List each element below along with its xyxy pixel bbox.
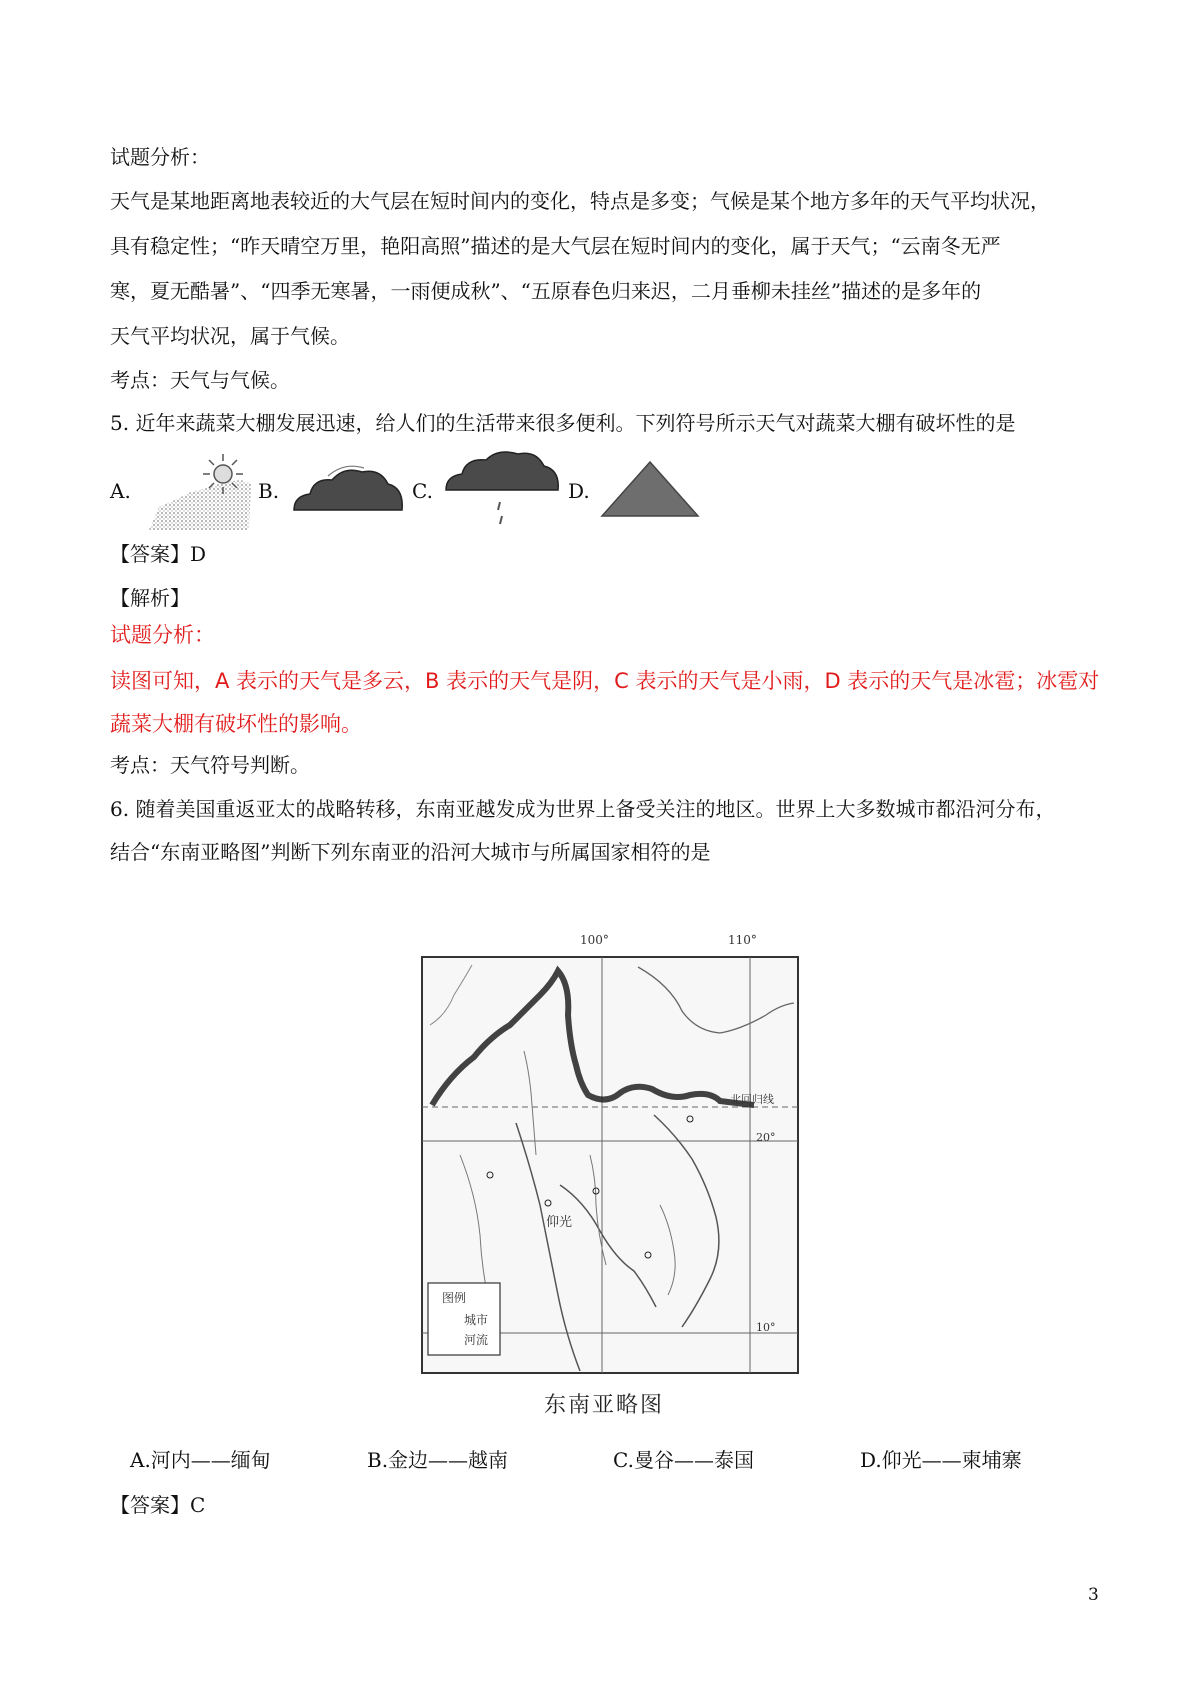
analysis-line-3: 寒，夏无酷暑”、“四季无寒暑，一雨便成秋”、“五原春色归来迟，二月垂柳未挂丝”描述的是多年的 (110, 279, 982, 303)
q5-stem: 5. 近年来蔬菜大棚发展迅速，给人们的生活带来很多便利。下列符号所示天气对蔬菜大棚有破坏性的是 (110, 411, 1016, 435)
q5-kaodian: 考点：天气符号判断。 (110, 753, 310, 777)
southeast-asia-map (420, 933, 800, 1375)
q5-answer: 【答案】D (110, 542, 207, 566)
q5-option-b-label: B. (258, 479, 280, 503)
q6-answer: 【答案】C (110, 1493, 206, 1517)
hail-triangle-icon (598, 458, 703, 520)
q6-choice-a: A.河内——缅甸 (130, 1448, 271, 1472)
q5-option-c-label: C. (412, 479, 433, 503)
kaodian-weather-climate: 考点：天气与气候。 (110, 368, 290, 392)
q5-red-heading: 试题分析： (110, 623, 215, 647)
q5-red-line-2: 蔬菜大棚有破坏性的影响。 (110, 712, 362, 736)
q6-choice-c: C.曼谷——泰国 (613, 1448, 754, 1472)
analysis-line-4: 天气平均状况，属于气候。 (110, 324, 350, 348)
q5-jiexi: 【解析】 (110, 586, 190, 610)
analysis-line-2: 具有稳定性；“昨天晴空万里，艳阳高照”描述的是大气层在短时间内的变化，属于天气；“云南冬无严 (110, 234, 1001, 258)
analysis-line-1: 天气是某地距离地表较近的大气层在短时间内的变化，特点是多变；气候是某个地方多年的天气平均状况， (110, 189, 1050, 213)
map-legend-title: 图例 (442, 1291, 467, 1305)
map-legend-river: 河流 (464, 1333, 489, 1347)
q6-stem-line-2: 结合“东南亚略图”判断下列东南亚的沿河大城市与所属国家相符的是 (110, 840, 711, 864)
map-legend-city: 城市 (464, 1313, 489, 1327)
q6-choice-d: D.仰光——柬埔寨 (860, 1448, 1022, 1472)
map-city-label: 仰光 (546, 1215, 573, 1230)
overcast-cloud-icon (288, 462, 408, 522)
cloud-rain-icon (440, 448, 565, 538)
map-tropic-label: 北回归线 (730, 1093, 774, 1106)
map-lat-label-20: 20° (756, 1131, 776, 1144)
q6-choice-b: B.金边——越南 (367, 1448, 509, 1472)
q5-option-d-label: D. (568, 479, 590, 503)
map-caption: 东南亚略图 (544, 1393, 665, 1418)
map-lon-label-110: 110° (728, 933, 757, 947)
q5-option-a-label: A. (110, 479, 131, 503)
sun-haze-icon (145, 452, 255, 532)
q5-red-line-1: 读图可知，A 表示的天气是多云，B 表示的天气是阴，C 表示的天气是小雨，D 表示的天气是冰雹；冰雹对 (110, 669, 1100, 693)
map-lon-label-100: 100° (580, 933, 609, 947)
analysis-heading: 试题分析： (110, 145, 210, 169)
q6-stem-line-1: 6. 随着美国重返亚太的战略转移，东南亚越发成为世界上备受关注的地区。世界上大多数城市都沿河分布， (110, 797, 1056, 821)
map-lat-label-10: 10° (756, 1321, 776, 1334)
page-number: 3 (1088, 1585, 1099, 1605)
